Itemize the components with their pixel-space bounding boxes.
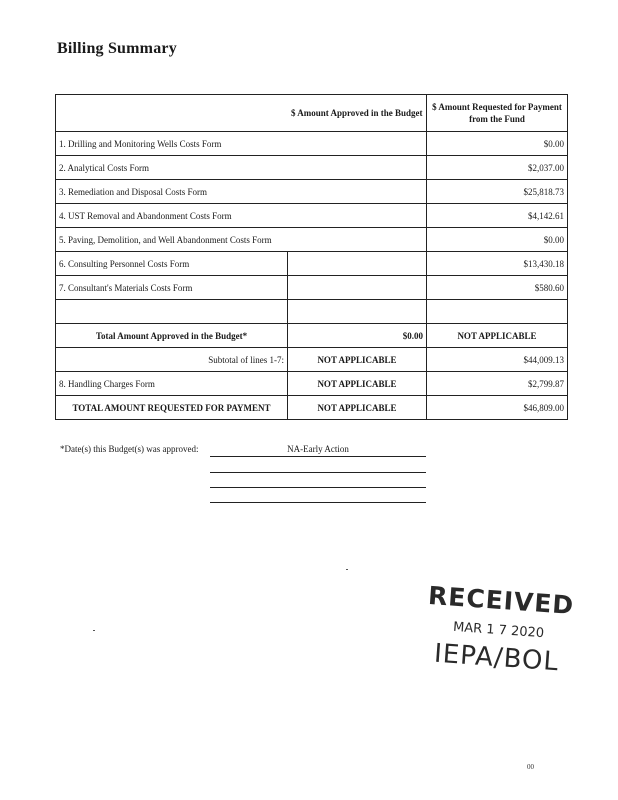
header-approved: $ Amount Approved in the Budget <box>288 95 427 132</box>
scan-speck <box>346 569 348 570</box>
budget-approval-date-label: *Date(s) this Budget(s) was approved: <box>60 444 199 454</box>
total-payment-row <box>56 396 568 420</box>
scan-speck <box>93 630 95 631</box>
row-label: 4. UST Removal and Abandonment Costs Form <box>56 204 427 228</box>
page-title: Billing Summary <box>57 40 177 57</box>
row-label: 6. Consulting Personnel Costs Form <box>56 252 288 276</box>
subtotal-row <box>56 348 568 372</box>
row-requested: $13,430.18 <box>427 252 568 276</box>
blank-signature-line <box>210 462 426 473</box>
total-budget-label: Total Amount Approved in the Budget* <box>56 324 288 348</box>
total-budget-row <box>56 324 568 348</box>
total-budget-approved: $0.00 <box>288 324 427 348</box>
total-payment-approved: NOT APPLICABLE <box>288 396 427 420</box>
table-row <box>56 156 568 180</box>
row-label: 2. Analytical Costs Form <box>56 156 427 180</box>
row-requested: $25,818.73 <box>427 180 568 204</box>
total-payment-label: TOTAL AMOUNT REQUESTED FOR PAYMENT <box>56 396 288 420</box>
handling-approved: NOT APPLICABLE <box>288 372 427 396</box>
blank-cell <box>288 300 427 324</box>
row-requested: $580.60 <box>427 276 568 300</box>
row-label: 1. Drilling and Monitoring Wells Costs Form <box>56 132 427 156</box>
total-payment-requested: $46,809.00 <box>427 396 568 420</box>
handling-requested: $2,799.87 <box>427 372 568 396</box>
received-stamp: RECEIVED <box>427 580 576 621</box>
row-label: 5. Paving, Demolition, and Well Abandonment Costs Form <box>56 228 427 252</box>
table-row <box>56 204 568 228</box>
header-blank-cell <box>56 95 288 132</box>
row-label: 3. Remediation and Disposal Costs Form <box>56 180 427 204</box>
row-requested: $0.00 <box>427 132 568 156</box>
table-row <box>56 276 568 300</box>
blank-signature-line <box>210 492 426 503</box>
header-requested: $ Amount Requested for Payment from the Fund <box>427 95 568 132</box>
department-stamp: IEPA/BOL <box>433 638 560 678</box>
table-row <box>56 228 568 252</box>
row-approved-empty <box>288 276 427 300</box>
row-approved-empty <box>288 252 427 276</box>
budget-approval-date-field: NA-Early Action <box>210 444 426 457</box>
blank-cell <box>56 300 288 324</box>
table-row <box>56 180 568 204</box>
handling-label: 8. Handling Charges Form <box>56 372 288 396</box>
subtotal-label: Subtotal of lines 1-7: <box>56 348 288 372</box>
table-row-blank <box>56 300 568 324</box>
total-budget-requested: NOT APPLICABLE <box>427 324 568 348</box>
row-requested: $0.00 <box>427 228 568 252</box>
handling-row <box>56 372 568 396</box>
table-row <box>56 252 568 276</box>
received-date-stamp: MAR 1 7 2020 <box>452 619 545 642</box>
row-requested: $4,142.61 <box>427 204 568 228</box>
subtotal-approved: NOT APPLICABLE <box>288 348 427 372</box>
table-row <box>56 132 568 156</box>
row-requested: $2,037.00 <box>427 156 568 180</box>
subtotal-requested: $44,009.13 <box>427 348 568 372</box>
page-mark: 00 <box>527 763 534 771</box>
row-label: 7. Consultant's Materials Costs Form <box>56 276 288 300</box>
table-header-row <box>56 95 568 132</box>
blank-signature-line <box>210 477 426 488</box>
blank-cell <box>427 300 568 324</box>
billing-summary-table <box>55 94 568 420</box>
